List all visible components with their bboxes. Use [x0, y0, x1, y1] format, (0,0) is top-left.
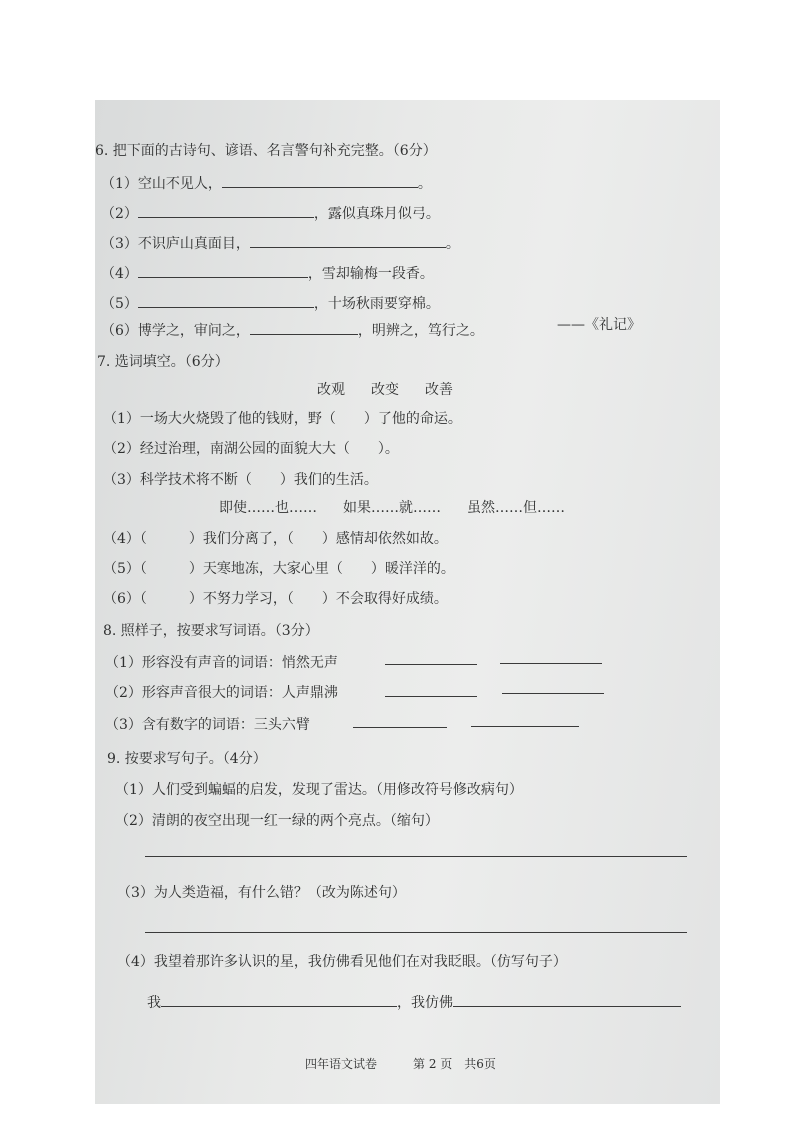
- q6-item-3: （3）不识庐山真面目， 。: [101, 233, 460, 253]
- q7-word-a-1: 改观: [317, 382, 345, 398]
- footer-page-number: 第 2 页 共6页: [413, 1057, 496, 1071]
- q7-word-b-3: 虽然……但……: [467, 500, 565, 516]
- q6-blank-5[interactable]: [138, 293, 314, 308]
- footer-exam-title: 四年语文试卷: [305, 1057, 378, 1071]
- q6-blank-3[interactable]: [250, 233, 446, 248]
- q7-item-5: （5）（ ）天寒地冻，大家心里（ ）暖洋洋的。: [103, 561, 455, 577]
- q7-item-2: （2）经过治理，南湖公园的面貌大大（ ）。: [103, 441, 399, 457]
- q8-item-3: （3）含有数字的词语：三头六臂: [105, 717, 310, 733]
- q9-blank-4b[interactable]: [453, 992, 681, 1007]
- q6-title: 6. 把下面的古诗句、谚语、名言警句补充完整。（6分）: [95, 143, 437, 159]
- q6-item-4: （4） ，雪却输梅一段香。: [101, 263, 434, 283]
- q6-blank-4[interactable]: [138, 263, 308, 278]
- q7-item-3: （3）科学技术将不断（ ）我们的生活。: [103, 472, 378, 488]
- q8-blank-3b[interactable]: [471, 726, 579, 727]
- q9-item-1: （1）人们受到蝙蝠的启发，发现了雷达。（用修改符号修改病句）: [115, 782, 523, 798]
- q9-item-2: （2）清朗的夜空出现一红一绿的两个亮点。（缩句）: [115, 813, 439, 829]
- q7-item-4: （4）（ ）我们分离了，（ ）感情却依然如故。: [103, 531, 448, 547]
- q7-word-b-2: 如果……就……: [343, 500, 441, 516]
- q8-blank-2a[interactable]: [385, 696, 477, 697]
- q8-blank-3a[interactable]: [353, 727, 447, 728]
- q7-word-b-1: 即使……也……: [219, 500, 317, 516]
- q6-blank-2[interactable]: [138, 203, 314, 218]
- q7-word-options-a: [317, 381, 479, 399]
- q9-item-4: （4）我望着那许多认识的星，我仿佛看见他们在对我眨眼。（仿写句子）: [117, 954, 567, 970]
- q8-blank-1a[interactable]: [385, 664, 477, 665]
- q8-title: 8. 照样子，按要求写词语。（3分）: [103, 623, 319, 639]
- q9-blank-4a[interactable]: [161, 992, 397, 1007]
- q6-item-2: （2） ，露似真珠月似弓。: [101, 203, 440, 223]
- q8-item-2: （2）形容声音很大的词语：人声鼎沸: [105, 685, 338, 701]
- q9-title: 9. 按要求写句子。（4分）: [107, 751, 267, 767]
- q9-answer-line-2[interactable]: [145, 856, 687, 857]
- q9-item-3: （3）为人类造福，有什么错？（改为陈述句）: [117, 885, 406, 901]
- q6-item-1: （1）空山不见人， 。: [101, 173, 432, 193]
- q6-blank-1[interactable]: [222, 173, 418, 188]
- q6-blank-6[interactable]: [250, 320, 358, 335]
- q8-blank-1b[interactable]: [500, 663, 602, 664]
- exam-paper: [95, 100, 720, 1104]
- q9-item-4-answer: 我 ，我仿佛: [147, 992, 681, 1012]
- q7-word-a-3: 改善: [425, 382, 453, 398]
- q7-title: 7. 选词填空。（6分）: [97, 354, 229, 370]
- q9-answer-line-3[interactable]: [145, 932, 687, 933]
- q7-item-6: （6）（ ）不努力学习，（ ）不会取得好成绩。: [103, 591, 448, 607]
- q6-source: ——《礼记》: [557, 317, 641, 333]
- q7-word-a-2: 改变: [371, 382, 399, 398]
- q6-item-6: （6）博学之，审问之， ，明辨之，笃行之。: [101, 320, 484, 340]
- q7-item-1: （1）一场大火烧毁了他的钱财，野（ ）了他的命运。: [103, 411, 462, 427]
- q7-word-options-b: [219, 499, 591, 517]
- q8-item-1: （1）形容没有声音的词语：悄然无声: [105, 655, 338, 671]
- q6-item-5: （5） ，十场秋雨要穿棉。: [101, 293, 440, 313]
- q8-blank-2b[interactable]: [502, 693, 604, 694]
